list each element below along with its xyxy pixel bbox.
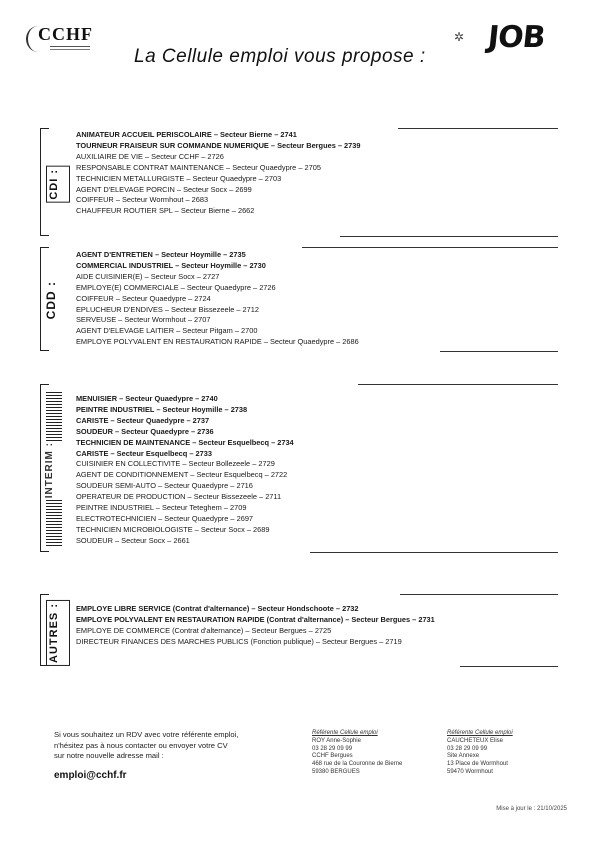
section-bottom-rule [460,666,558,667]
job-offer-item: EMPLOYE(E) COMMERCIALE – Secteur Quaedypre – 2726 [76,282,276,292]
job-list [76,394,294,547]
contact-line: Site Annexe [447,753,480,760]
contact-line: CCHF Bergues [312,753,353,760]
job-offer-item: CHAUFFEUR ROUTIER SPL – Secteur Bierne – 2662 [76,206,255,216]
cchf-logo [26,22,104,58]
section-cdd [40,247,560,351]
section-bottom-rule [310,552,558,553]
job-offer-item: PEINTRE INDUSTRIEL – Secteur Hoymille – 2738 [76,404,248,414]
intro-line: n'hésitez pas à nous contacter ou envoyer votre CV [54,740,228,750]
section-top-rule [398,128,558,129]
job-offer-item: AGENT D'ELEVAGE LAITIER – Secteur Pitgam – 2700 [76,326,258,336]
logo-divider [50,49,90,50]
job-offer-item: CUISINIER EN COLLECTIVITE – Secteur Bollezeele – 2729 [76,459,275,469]
job-offer-item: RESPONSABLE CONTRAT MAINTENANCE – Secteur Quaedypre – 2705 [76,162,321,172]
contact-line: ROY Anne-Sophie [312,737,361,744]
section-label: AUTRES : [46,600,70,666]
section-bottom-rule [340,236,558,237]
update-date: Mise à jour le : 21/10/2025 [496,806,567,812]
job-offer-item: EMPLOYE DE COMMERCE (Contrat d'alternance) – Secteur Bergues – 2725 [76,625,332,635]
job-list [76,604,435,648]
job-logo [488,22,574,56]
section-top-rule [302,247,558,248]
job-offer-item: MENUISIER – Secteur Quaedypre – 2740 [76,394,218,403]
job-offer-item: CARISTE – Secteur Quaedypre – 2737 [76,415,210,425]
job-offer-item: COIFFEUR – Secteur Wormhout – 2683 [76,195,209,205]
logo-divider [50,46,90,47]
job-offer-item: COIFFEUR – Secteur Quaedypre – 2724 [76,293,211,303]
contact-heading: Référente Cellule emploi [312,730,378,736]
section-cdi [40,128,560,236]
job-offer-item: TECHNICIEN MICROBIOLOGISTE – Secteur Socx – 2689 [76,524,270,534]
job-list [76,130,360,217]
intro-line: Si vous souhaitez un RDV avec votre référente emploi, [54,730,239,739]
job-offer-item: AGENT D'ELEVAGE PORCIN – Secteur Socx – 2699 [76,184,252,194]
job-logo-text: JOB [486,20,547,55]
job-offer-item: TOURNEUR FRAISEUR SUR COMMANDE NUMERIQUE – Secteur Bergues – 2739 [76,140,361,150]
job-offer-item: EMPLOYE LIBRE SERVICE (Contrat d'alternance) – Secteur Hondschoote – 2732 [76,604,359,613]
job-offer-item: OPERATEUR DE PRODUCTION – Secteur Bissezeele – 2711 [76,492,282,502]
contact-email-link[interactable]: emploi@cchf.fr [54,770,127,781]
job-offer-item: TECHNICIEN DE MAINTENANCE – Secteur Esquelbecq – 2734 [76,437,294,447]
contact-heading: Référente Cellule emploi [447,730,513,736]
intro-line: sur notre nouvelle adresse mail : [54,751,164,760]
job-offer-item: EMPLOYE POLYVALENT EN RESTAURATION RAPIDE – Secteur Quaedypre – 2686 [76,337,359,347]
section-autres [40,594,560,666]
job-offer-item: SOUDEUR SEMI-AUTO – Secteur Quaedypre – 2716 [76,481,253,491]
job-offer-item: ANIMATEUR ACCUEIL PERISCOLAIRE – Secteur Bierne – 2741 [76,130,297,139]
section-top-rule [358,384,558,385]
job-offer-item: SOUDEUR – Secteur Socx – 2661 [76,535,190,545]
job-offer-item: AUXILIAIRE DE VIE – Secteur CCHF – 2726 [76,151,224,161]
job-offer-item: EPLUCHEUR D'ENDIVES – Secteur Bissezeele – 2712 [76,304,259,314]
job-offer-item: CARISTE – Secteur Esquelbecq – 2733 [76,448,212,458]
sparkle-icon: ✲ [454,30,465,44]
contact-line: 59470 Wormhout [447,768,493,775]
contact-line: 13 Place de Wormhout [447,761,508,768]
contact-intro [54,730,238,762]
contact-line: CAUCHETEUX Elise [447,737,504,744]
job-offer-item: COMMERCIAL INDUSTRIEL – Secteur Hoymille – 2730 [76,260,266,270]
job-offer-item: TECHNICIEN METALLURGISTE – Secteur Quaedypre – 2703 [76,173,282,183]
section-label: CDD : [44,281,58,320]
section-top-rule [400,594,558,595]
job-list [76,250,359,348]
job-offer-item: PEINTRE INDUSTRIEL – Secteur Teteghem – 2709 [76,503,247,513]
section-label: CDI : [46,166,70,203]
section-interim [40,384,560,552]
contact-line: 468 rue de la Couronne de Bierne [312,761,403,768]
contact-block-wormhout [447,730,513,777]
job-offer-item: ELECTROTECHNICIEN – Secteur Quaedypre – 2697 [76,513,254,523]
section-bottom-rule [440,351,558,352]
contact-block-bergues [312,730,402,777]
contact-line: 03 28 29 09 99 [447,745,488,752]
section-label: INTERIM : [44,442,64,498]
contact-line: 03 28 29 09 99 [312,745,353,752]
logo-text: CCHF [38,24,93,44]
job-offer-item: EMPLOYE POLYVALENT EN RESTAURATION RAPIDE (Contrat d'alternance) – Secteur Bergues – 2731 [76,614,435,624]
job-offer-item: AGENT D'ENTRETIEN – Secteur Hoymille – 2735 [76,250,246,259]
job-offer-item: DIRECTEUR FINANCES DES MARCHES PUBLICS (Fonction publique) – Secteur Bergues – 2719 [76,636,402,646]
job-offer-item: SOUDEUR – Secteur Quaedypre – 2736 [76,426,214,436]
job-offer-item: AIDE CUISINIER(E) – Secteur Socx – 2727 [76,271,220,281]
job-offer-item: SERVEUSE – Secteur Wormhout – 2707 [76,315,211,325]
job-offer-item: AGENT DE CONDITIONNEMENT – Secteur Esquelbecq – 2722 [76,470,288,480]
page-title: La Cellule emploi vous propose : [134,46,426,67]
contact-line: 59380 BERGUES [312,768,360,775]
